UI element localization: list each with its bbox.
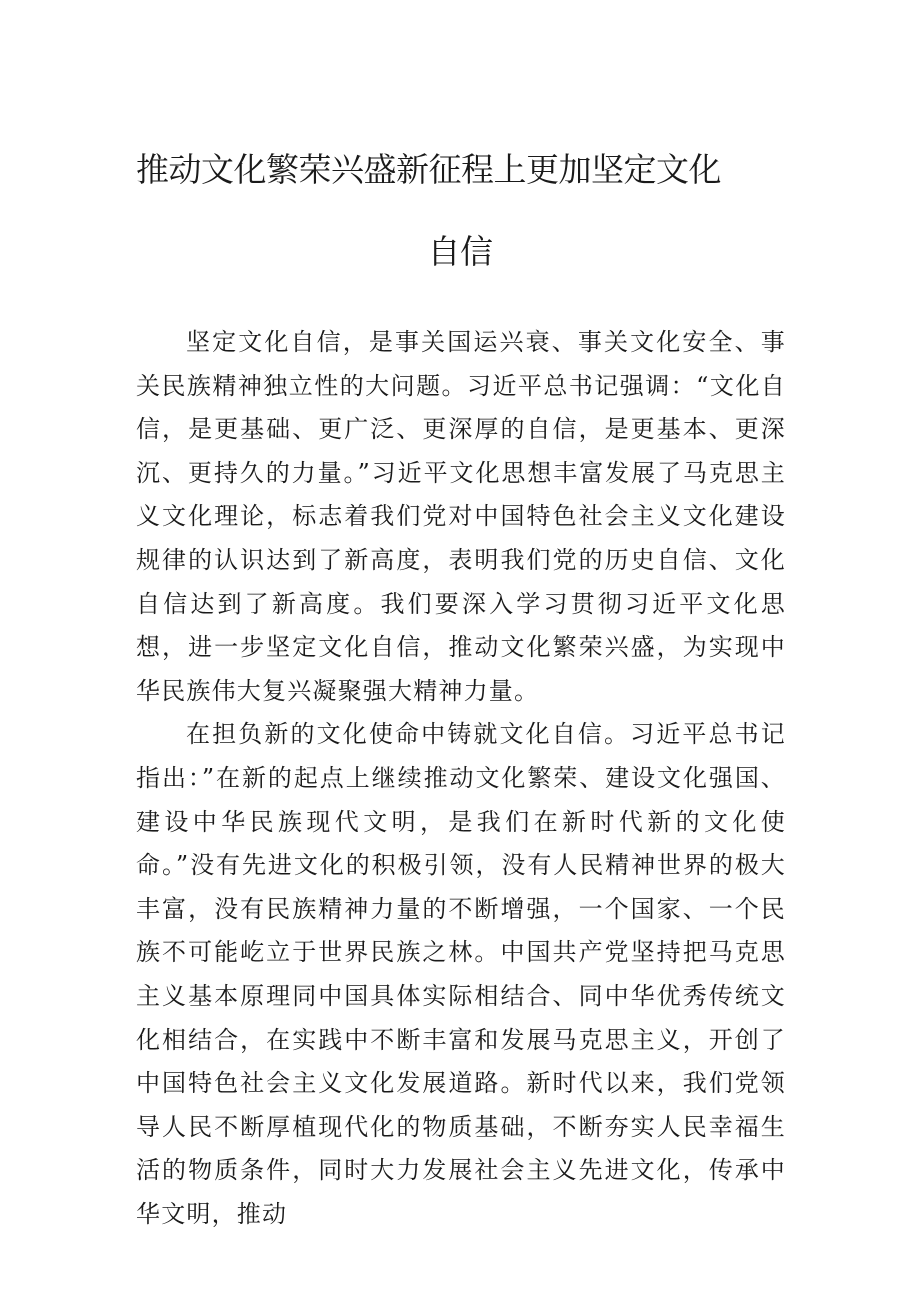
document-title-line-2: 自信 bbox=[427, 232, 493, 271]
document-title-line-1: 推动文化繁荣兴盛新征程上更加坚定文化 bbox=[136, 150, 721, 189]
paragraph-1: 坚定文化自信，是事关国运兴衰、事关文化安全、事关民族精神独立性的大问题。习近平总书记强调：“文化自信，是更基础、更广泛、更深厚的自信，是更基本、更深沉、更持久的力量。”习近平文化思想丰富发展了马克思主义文化理论，标志着我们党对中国特色社会主义文化建设规律的认识达到了新高度，表明我们党的历史自信、文化自信达到了新高度。我们要深入学习贯彻习近平文化思想，进一步坚定文化自信，推动文化繁荣兴盛，为实现中华民族伟大复兴凝聚强大精神力量。 bbox=[136, 328, 786, 705]
document-body bbox=[136, 321, 786, 1236]
paragraph-2: 在担负新的文化使命中铸就文化自信。习近平总书记指出：”在新的起点上继续推动文化繁荣、建设文化强国、建设中华民族现代文明，是我们在新时代新的文化使命。”没有先进文化的积极引领，没有人民精神世界的极大丰富，没有民族精神力量的不断增强，一个国家、一个民族不可能屹立于世界民族之林。中国共产党坚持把马克思主义基本原理同中国具体实际相结合、同中华优秀传统文化相结合，在实践中不断丰富和发展马克思主义，开创了中国特色社会主义文化发展道路。新时代以来，我们党领导人民不断厚植现代化的物质基础，不断夯实人民幸福生活的物质条件，同时大力发展社会主义先进文化，传承中华文明，推动 bbox=[136, 720, 786, 1228]
